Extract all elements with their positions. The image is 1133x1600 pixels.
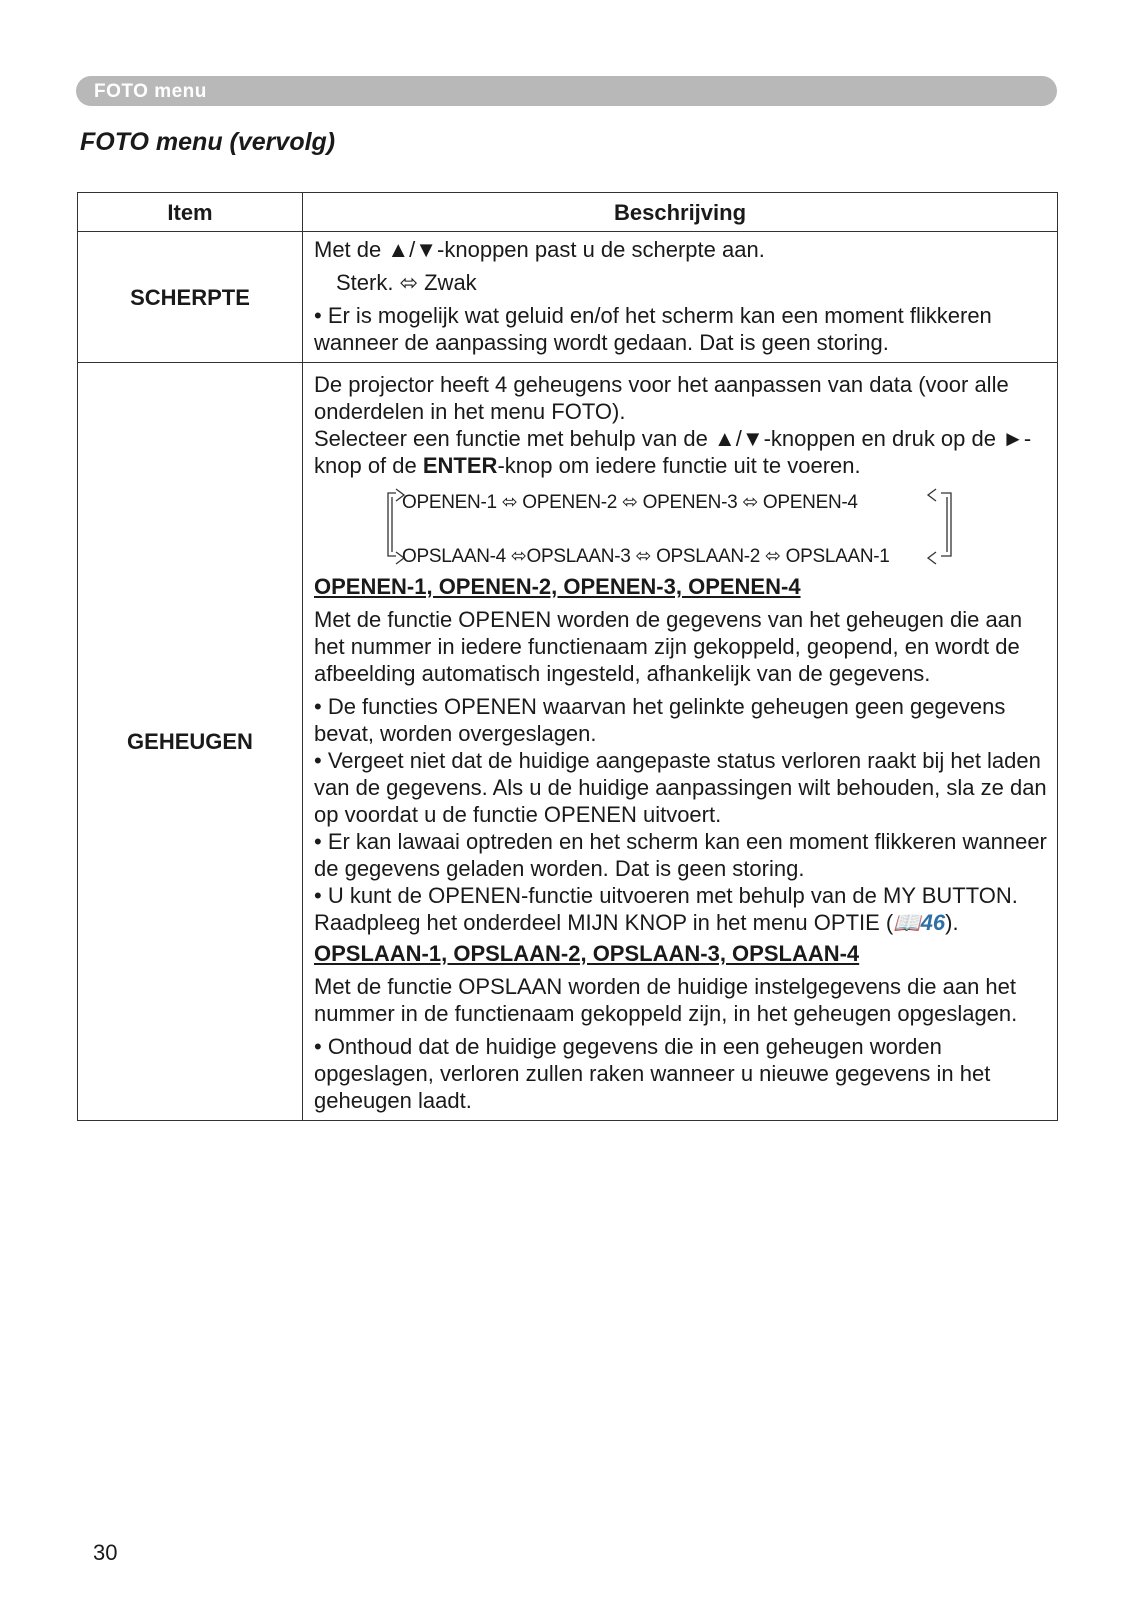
intro-instruction: Selecteer een functie met behulp van de ▲/▼-knoppen en druk op de ►-knop of de ENTER-knop om iedere functie uit te voeren.: [314, 426, 1032, 478]
table-header-row: [78, 193, 1058, 232]
item-name-scherpte: SCHERPTE: [78, 232, 303, 363]
item-name-geheugen: GEHEUGEN: [78, 363, 303, 1121]
menu-table: [77, 192, 1058, 1121]
open-note: • Vergeet niet dat de huidige aangepaste status verloren raakt bij het laden van de gegevens. Als u de huidige aanpassingen wilt behouden, sla ze dan op voordat u de functie OPENEN uitvoert.: [314, 748, 1047, 827]
cycle-open-sequence: OPENEN-1 ⬄ OPENEN-2 ⬄ OPENEN-3 ⬄ OPENEN-4: [402, 492, 858, 513]
open-heading: OPENEN-1, OPENEN-2, OPENEN-3, OPENEN-4: [314, 574, 801, 599]
page-title: FOTO menu (vervolg): [80, 128, 336, 156]
book-icon: 📖: [893, 910, 921, 935]
table-row: [78, 232, 1058, 363]
section-label: FOTO menu: [94, 81, 207, 102]
table-row: [78, 363, 1058, 1121]
section-header-bar: [76, 76, 1057, 106]
column-header-description: Beschrijving: [303, 193, 1058, 232]
open-description: Met de functie OPENEN worden de gegevens van het geheugen die aan het nummer in iedere functienaam zijn gekoppeld, geopend, en wordt de afbeelding automatisch ingesteld, afhankelijk van de gegevens.: [314, 607, 1023, 686]
description-line: Met de ▲/▼-knoppen past u de scherpte aan.: [314, 237, 765, 262]
save-description: Met de functie OPSLAAN worden de huidige instelgegevens die aan het nummer in de functienaam gekoppeld zijn, in het geheugen opgeslagen.: [314, 974, 1018, 1026]
description-cell: [303, 363, 1058, 1121]
column-header-item: Item: [78, 193, 303, 232]
note-line: • Er is mogelijk wat geluid en/of het scherm kan een moment flikkeren wanneer de aanpassing wordt gedaan. Dat is geen storing.: [314, 303, 992, 355]
range-line: Sterk. ⬄ Zwak: [336, 270, 477, 295]
page-reference-link[interactable]: 📖46: [893, 910, 946, 935]
description-cell: [303, 232, 1058, 363]
page-number: 30: [93, 1540, 118, 1565]
memory-cycle-diagram: [314, 483, 1047, 567]
open-note: • De functies OPENEN waarvan het gelinkte geheugen geen gegevens bevat, worden overgeslagen.: [314, 694, 1006, 746]
enter-key-label: ENTER: [422, 453, 498, 478]
save-note: • Onthoud dat de huidige gegevens die in een geheugen worden opgeslagen, verloren zullen raken wanneer u nieuwe gegevens in het geheugen laadt.: [314, 1034, 991, 1113]
save-heading: OPSLAAN-1, OPSLAAN-2, OPSLAAN-3, OPSLAAN-4: [314, 941, 860, 966]
intro-text: De projector heeft 4 geheugens voor het aanpassen van data (voor alle onderdelen in het menu FOTO).: [314, 372, 1009, 424]
open-note: • Er kan lawaai optreden en het scherm kan een moment flikkeren wanneer de gegevens geladen worden. Dat is geen storing.: [314, 829, 1047, 881]
cycle-save-sequence: OPSLAAN-4 ⬄OPSLAAN-3 ⬄ OPSLAAN-2 ⬄ OPSLAAN-1: [402, 546, 890, 567]
open-note: • U kunt de OPENEN-functie uitvoeren met behulp van de MY BUTTON. Raadpleeg het onderdeel MIJN KNOP in het menu OPTIE (📖46).: [314, 883, 1018, 935]
